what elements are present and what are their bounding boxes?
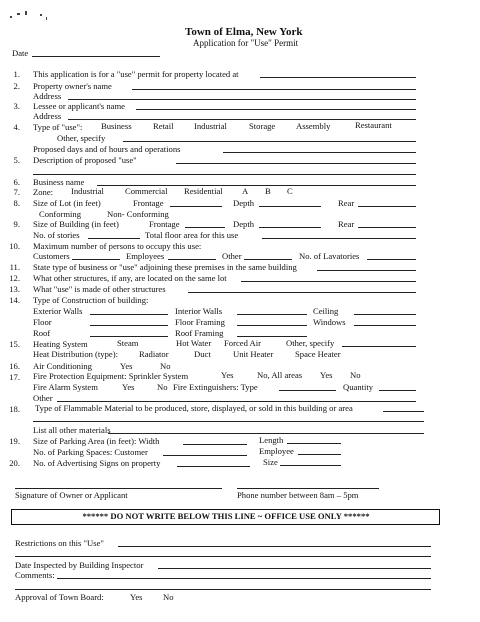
restrictions-field[interactable] bbox=[118, 546, 431, 547]
building-frontage-field[interactable] bbox=[185, 227, 225, 228]
comments-field[interactable] bbox=[57, 578, 431, 579]
employees-field[interactable] bbox=[168, 259, 216, 260]
stories-label: No. of stories bbox=[33, 230, 80, 240]
use-type-label: Type of "use": bbox=[33, 122, 83, 132]
item-number: 3. bbox=[13, 101, 20, 111]
interior-walls-label: Interior Walls bbox=[175, 306, 223, 316]
all-areas-yes[interactable]: Yes bbox=[320, 370, 333, 380]
zone-option-industrial[interactable]: Industrial bbox=[71, 186, 104, 196]
item-number: 16. bbox=[9, 361, 20, 371]
restrictions-field-2[interactable] bbox=[15, 556, 431, 557]
zone-option-b[interactable]: B bbox=[265, 186, 271, 196]
approval-no[interactable]: No bbox=[163, 592, 174, 602]
exterior-walls-field[interactable] bbox=[90, 314, 168, 315]
zone-option-a[interactable]: A bbox=[242, 186, 249, 196]
item-number: 20. bbox=[9, 458, 20, 468]
heating-option-hot-water[interactable]: Hot Water bbox=[176, 338, 212, 348]
comments-field-2[interactable] bbox=[15, 589, 431, 590]
other-materials-field[interactable] bbox=[108, 433, 424, 434]
approval-yes[interactable]: Yes bbox=[130, 592, 143, 602]
parking-length-label: Length bbox=[259, 435, 284, 445]
lot-frontage-label: Frontage bbox=[133, 198, 164, 208]
structures-use-label: What "use" is made of other structures bbox=[33, 284, 166, 294]
fire-protection-label: Fire Protection Equipment: Sprinkler System bbox=[33, 371, 189, 381]
date-label: Date bbox=[12, 48, 29, 58]
flammable-material-field-2[interactable] bbox=[33, 421, 424, 422]
fire-alarm-label: Fire Alarm System bbox=[33, 382, 98, 392]
adjoining-use-field[interactable] bbox=[317, 270, 416, 271]
occupancy-label: Maximum number of persons to occupy this use: bbox=[33, 241, 202, 251]
nonconforming-option[interactable]: Non- Conforming bbox=[107, 209, 169, 219]
distribution-option-unit-heater[interactable]: Unit Heater bbox=[233, 349, 274, 359]
customers-field[interactable] bbox=[72, 259, 120, 260]
item-number: 11. bbox=[9, 262, 20, 272]
use-option-storage[interactable]: Storage bbox=[249, 121, 276, 131]
conforming-option[interactable]: Conforming bbox=[39, 209, 82, 219]
owner-address-field[interactable] bbox=[68, 99, 416, 100]
roof-field[interactable] bbox=[90, 336, 168, 337]
signs-label: No. of Advertising Signs on property bbox=[33, 458, 161, 468]
item-number: 8. bbox=[13, 198, 20, 208]
item-number: 1. bbox=[13, 69, 20, 79]
use-other-label: Other, specify bbox=[57, 133, 106, 143]
lot-depth-label: Depth bbox=[233, 198, 255, 208]
owner-name-field[interactable] bbox=[132, 89, 416, 90]
use-option-restaurant[interactable]: Restaurant bbox=[355, 120, 392, 130]
distribution-option-radiator[interactable]: Radiator bbox=[139, 349, 169, 359]
phone-field[interactable] bbox=[237, 488, 379, 489]
item-number: 6. bbox=[13, 177, 20, 187]
extinguisher-type-label: Fire Extinguishers: Type bbox=[173, 382, 258, 392]
heating-other-field[interactable] bbox=[342, 346, 416, 347]
item-number: 4. bbox=[13, 122, 20, 132]
date-field[interactable] bbox=[32, 56, 160, 57]
item-number: 10. bbox=[9, 241, 20, 251]
lavatories-label: No. of Lavatories bbox=[299, 251, 360, 261]
extinguisher-quantity-label: Quantity bbox=[343, 382, 374, 392]
distribution-option-space-heater[interactable]: Space Heater bbox=[295, 349, 341, 359]
parking-width-field[interactable] bbox=[183, 444, 247, 445]
comments-label: Comments: bbox=[15, 570, 55, 580]
building-depth-field[interactable] bbox=[259, 227, 321, 228]
inspection-date-label: Date Inspected by Building Inspector bbox=[15, 560, 144, 570]
parking-spaces-label: No. of Parking Spaces: Customer bbox=[33, 447, 148, 457]
item-number: 18. bbox=[9, 404, 20, 414]
other-structures-field[interactable] bbox=[241, 281, 416, 282]
employees-label: Employees bbox=[126, 251, 165, 261]
other-occupants-field[interactable] bbox=[244, 259, 292, 260]
heating-option-steam[interactable]: Steam bbox=[117, 338, 139, 348]
days-hours-label: Proposed days and of hours and operations bbox=[33, 144, 181, 154]
building-rear-field[interactable] bbox=[358, 227, 416, 228]
adjoining-use-label: State type of business or "use" adjoining these premises in the same building bbox=[33, 262, 297, 272]
item-number: 9. bbox=[13, 219, 20, 229]
days-hours-field[interactable] bbox=[223, 152, 416, 153]
zone-option-c[interactable]: C bbox=[287, 186, 293, 196]
sign-size-label: Size bbox=[263, 457, 278, 467]
signs-count-field[interactable] bbox=[177, 466, 250, 467]
other-structures-label: What other structures, if any, are located on the same lot bbox=[33, 273, 227, 283]
phone-label: Phone number between 8am – 5pm bbox=[237, 490, 359, 500]
zone-label: Zone: bbox=[33, 187, 54, 197]
use-option-business[interactable]: Business bbox=[101, 121, 132, 131]
town-board-approval-label: Approval of Town Board: bbox=[15, 592, 104, 602]
air-conditioning-no[interactable]: No bbox=[160, 361, 171, 371]
floor-area-field[interactable] bbox=[262, 238, 416, 239]
construction-label: Type of Construction of building: bbox=[33, 295, 149, 305]
floor-label: Floor bbox=[33, 317, 52, 327]
office-use-banner-text: ****** DO NOT WRITE BELOW THIS LINE ~ OFFICE USE ONLY ****** bbox=[82, 511, 370, 521]
lot-depth-field[interactable] bbox=[259, 206, 321, 207]
use-other-field[interactable] bbox=[123, 141, 416, 142]
other-occupants-label: Other bbox=[222, 251, 242, 261]
extinguisher-quantity-field[interactable] bbox=[379, 390, 416, 391]
owner-name-label: Property owner's name bbox=[33, 81, 112, 91]
floor-framing-field[interactable] bbox=[237, 325, 307, 326]
air-conditioning-yes[interactable]: Yes bbox=[120, 361, 133, 371]
customers-label: Customers bbox=[33, 251, 70, 261]
exterior-walls-label: Exterior Walls bbox=[33, 306, 83, 316]
item-number: 5. bbox=[13, 155, 20, 165]
use-description-field[interactable] bbox=[176, 163, 416, 164]
item-number: 7. bbox=[13, 187, 20, 197]
scan-mark bbox=[40, 14, 42, 16]
flammable-material-label: Type of Flammable Material to be produced, store, displayed, or sold in this building or area bbox=[35, 403, 353, 413]
item-number: 15. bbox=[9, 339, 20, 349]
form-subtitle: Application for "Use" Permit bbox=[193, 38, 299, 48]
all-areas-no[interactable]: No bbox=[350, 370, 361, 380]
building-size-label: Size of Building (in feet) bbox=[33, 219, 119, 229]
lot-size-label: Size of Lot (in feet) bbox=[33, 198, 101, 208]
flammable-material-field[interactable] bbox=[383, 411, 424, 412]
use-option-industrial[interactable]: Industrial bbox=[194, 121, 227, 131]
parking-size-label: Size of Parking Area (in feet): Width bbox=[33, 436, 160, 446]
item-number: 19. bbox=[9, 436, 20, 446]
fire-other-label: Other bbox=[33, 393, 53, 403]
lot-frontage-field[interactable] bbox=[170, 206, 222, 207]
fire-alarm-no[interactable]: No bbox=[157, 382, 168, 392]
restrictions-label: Restrictions on this "Use" bbox=[15, 538, 104, 548]
use-option-assembly[interactable]: Assembly bbox=[296, 121, 331, 131]
item-number: 12. bbox=[9, 273, 20, 283]
heat-distribution-label: Heat Distribution (type): bbox=[33, 349, 118, 359]
scan-mark bbox=[10, 16, 12, 18]
ceiling-field[interactable] bbox=[354, 314, 416, 315]
zone-option-residential[interactable]: Residential bbox=[184, 186, 223, 196]
zone-option-commercial[interactable]: Commercial bbox=[125, 186, 168, 196]
floor-field[interactable] bbox=[90, 325, 168, 326]
use-description-field-2[interactable] bbox=[33, 174, 416, 175]
applicant-name-field[interactable] bbox=[136, 109, 416, 110]
parking-customer-field[interactable] bbox=[163, 455, 247, 456]
sprinkler-no-all-areas[interactable]: No, All areas bbox=[257, 370, 303, 380]
windows-label: Windows bbox=[313, 317, 346, 327]
signature-label: Signature of Owner or Applicant bbox=[15, 490, 128, 500]
applicant-address-label: Address bbox=[33, 111, 62, 121]
use-option-retail[interactable]: Retail bbox=[153, 121, 174, 131]
fire-alarm-yes[interactable]: Yes bbox=[122, 382, 135, 392]
ceiling-label: Ceiling bbox=[313, 306, 339, 316]
item-number: 2. bbox=[13, 81, 20, 91]
structures-use-field[interactable] bbox=[188, 292, 416, 293]
property-location-field[interactable] bbox=[260, 77, 416, 78]
interior-walls-field[interactable] bbox=[237, 314, 307, 315]
building-rear-label: Rear bbox=[338, 219, 355, 229]
owner-address-label: Address bbox=[33, 91, 62, 101]
building-depth-label: Depth bbox=[233, 219, 255, 229]
building-frontage-label: Frontage bbox=[149, 219, 180, 229]
applicant-name-label: Lessee or applicant's name bbox=[33, 101, 125, 111]
lavatories-field[interactable] bbox=[367, 259, 416, 260]
heating-option-forced-air[interactable]: Forced Air bbox=[224, 338, 261, 348]
item-number: 14. bbox=[9, 295, 20, 305]
scan-mark bbox=[25, 11, 27, 15]
other-materials-label: List all other materials bbox=[33, 425, 111, 435]
roof-framing-field[interactable] bbox=[237, 336, 307, 337]
floor-area-label: Total floor area for this use bbox=[145, 230, 239, 240]
signature-field[interactable] bbox=[15, 488, 222, 489]
business-name-label: Business name bbox=[33, 177, 85, 187]
air-conditioning-label: Air Conditioning bbox=[33, 361, 92, 371]
item-number: 13. bbox=[9, 284, 20, 294]
parking-employee-label: Employee bbox=[259, 446, 294, 456]
sign-size-field[interactable] bbox=[280, 465, 341, 466]
lot-rear-label: Rear bbox=[338, 198, 355, 208]
inspection-date-field[interactable] bbox=[158, 568, 431, 569]
parking-employee-field[interactable] bbox=[298, 454, 341, 455]
roof-label: Roof bbox=[33, 328, 51, 338]
windows-field[interactable] bbox=[354, 325, 416, 326]
roof-framing-label: Roof Framing bbox=[175, 328, 224, 338]
heating-option-other[interactable]: Other, specify bbox=[286, 338, 335, 348]
item-number: 17. bbox=[9, 372, 20, 382]
form-title: Town of Elma, New York bbox=[185, 26, 303, 38]
lot-rear-field[interactable] bbox=[358, 206, 416, 207]
parking-length-field[interactable] bbox=[287, 443, 341, 444]
use-description-label: Description of proposed "use" bbox=[33, 155, 137, 165]
extinguisher-type-field[interactable] bbox=[279, 390, 336, 391]
property-location-label: This application is for a "use" permit for property located at bbox=[33, 69, 239, 79]
scan-mark bbox=[46, 17, 47, 20]
fire-other-field[interactable] bbox=[57, 401, 416, 402]
scan-mark bbox=[17, 13, 20, 15]
distribution-option-duct[interactable]: Duct bbox=[194, 349, 211, 359]
stories-field[interactable] bbox=[88, 238, 140, 239]
sprinkler-yes[interactable]: Yes bbox=[221, 370, 234, 380]
floor-framing-label: Floor Framing bbox=[175, 317, 225, 327]
heating-label: Heating System bbox=[33, 339, 88, 349]
